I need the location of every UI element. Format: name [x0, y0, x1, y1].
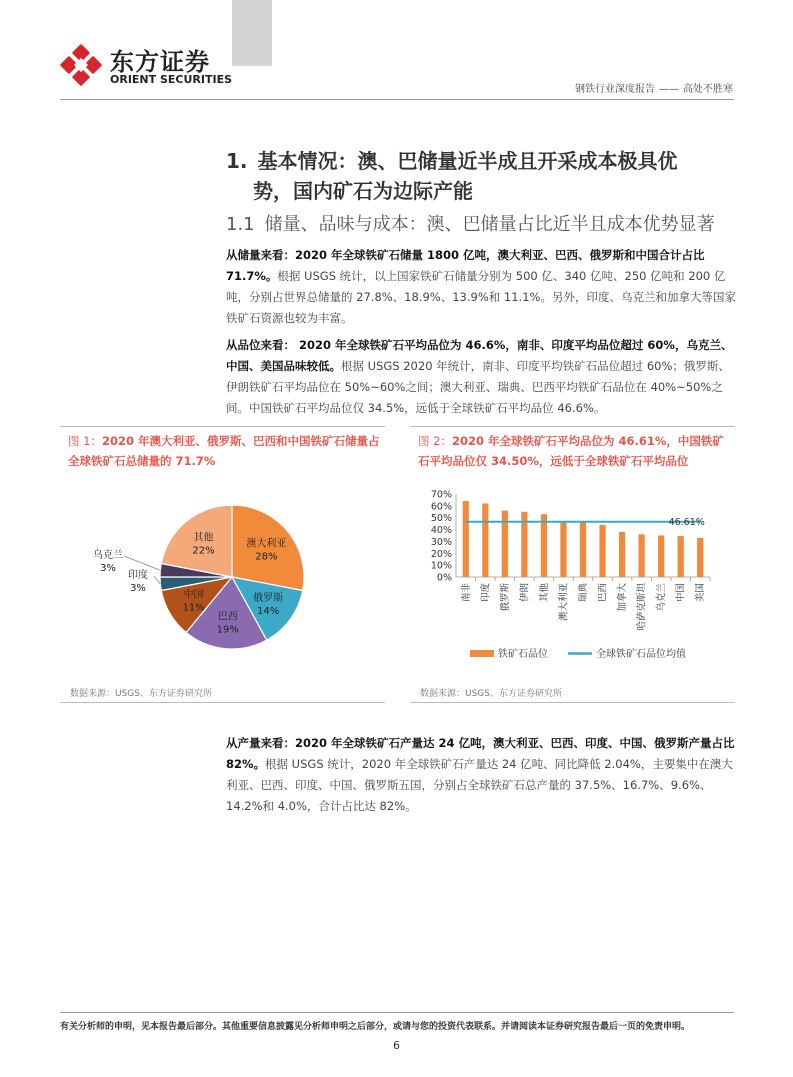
- bar-6: [560, 522, 566, 577]
- pie-category-label: 印度: [128, 570, 148, 581]
- bar-8: [599, 525, 605, 577]
- bar-9: [619, 532, 625, 577]
- figure1-caption: 2020 年澳大利亚、俄罗斯、巴西和中国铁矿石储量占全球铁矿石总储量的 71.7%: [68, 434, 380, 468]
- pie-value-label: 14%: [256, 606, 280, 618]
- figure2-label: 图 2：: [418, 434, 452, 448]
- y-tick-label: 50%: [430, 513, 452, 525]
- y-tick-label: 60%: [430, 501, 452, 513]
- footer-divider: [60, 1012, 734, 1013]
- pie-value-label: 3%: [130, 583, 146, 594]
- logo-chinese-name: 东方证券: [110, 48, 210, 76]
- pie-value-label: 28%: [255, 551, 278, 563]
- bar-1: [463, 501, 469, 577]
- pie-value-label: 11%: [182, 602, 205, 614]
- x-category-label: 乌克兰: [656, 583, 668, 612]
- figure1-label: 图 1：: [68, 434, 102, 448]
- x-category-label: 瑞典: [578, 583, 589, 603]
- pie-leader-line: [124, 556, 160, 570]
- section-heading: [226, 146, 746, 206]
- bar-5: [541, 514, 547, 577]
- footer-disclaimer: 有关分析师的申明，见本报告最后部分。其他重要信息披露见分析师申明之后部分，或请与您的投资代表联系。并请阅读本证券研究报告最后一页的免责申明。: [60, 1022, 691, 1032]
- paragraph-reserves: [226, 245, 736, 329]
- section-title-line2: 势，国内矿石为边际产能: [253, 179, 473, 203]
- bar-12: [678, 536, 684, 577]
- paragraph-production-lead: 从产量来看：2020 年全球铁矿石产量达 24 亿吨，澳大利亚、巴西、印度、中国、俄罗斯产量占比 82%。: [226, 736, 735, 771]
- legend-bar-swatch: [470, 650, 494, 657]
- figure1-source: 数据来源：USGS、东方证券研究所: [70, 689, 212, 699]
- legend-line-label: 全球铁矿石品位均值: [596, 649, 686, 660]
- bar-3: [502, 511, 508, 577]
- bar-10: [638, 534, 644, 577]
- figure1-bottom-rule: [60, 702, 385, 703]
- y-tick-label: 20%: [430, 548, 452, 560]
- pie-category-label: 巴西: [217, 611, 238, 623]
- x-category-label: 澳大利亚: [558, 583, 570, 622]
- figure2-top-rule: [410, 426, 735, 427]
- section-number: 1.: [226, 149, 248, 173]
- figure2-bar-chart: [410, 480, 735, 680]
- x-category-label: 美国: [695, 583, 707, 603]
- pie-category-label: 其他: [193, 532, 214, 544]
- paragraph-grade-body: 根据 USGS 2020 年统计，南非、印度平均铁矿石品位超过 60%；俄罗斯、伊朗铁矿石平均品位在 50%~60%之间；澳大利亚、瑞典、巴西平均铁矿石品位在 40%~50%之间。中国铁矿石平均品位仅 34.5%，远低于全球铁矿石平均品位 46.6%。: [226, 359, 730, 415]
- figure2-title: [418, 431, 733, 471]
- bar-2: [482, 503, 488, 577]
- legend-bar-label: 铁矿石品位: [498, 649, 548, 660]
- header-dash: ——: [659, 84, 679, 95]
- mean-annotation: 46.61%: [668, 517, 705, 529]
- header-gray-band: [232, 0, 272, 66]
- bar-11: [658, 536, 664, 578]
- bar-13: [697, 538, 703, 577]
- pie-category-label: 澳大利亚: [246, 538, 287, 550]
- report-title: 高处不胜寒: [683, 84, 733, 95]
- subsection-title: 储量、品味与成本：澳、巴储量占比近半且成本优势显著: [264, 214, 715, 235]
- report-header: [575, 80, 733, 95]
- x-category-label: 伊朗: [519, 583, 531, 603]
- x-category-label: 哈萨克斯坦: [636, 583, 648, 631]
- figure2-source: 数据来源：USGS、东方证券研究所: [420, 689, 562, 699]
- x-category-label: 印度: [480, 583, 492, 603]
- pie-value-label: 19%: [216, 624, 239, 636]
- y-tick-label: 40%: [430, 525, 452, 537]
- x-category-label: 俄罗斯: [499, 583, 511, 612]
- paragraph-reserves-lead: 从储量来看：2020 年全球铁矿石储量 1800 亿吨，澳大利亚、巴西、俄罗斯和中国合计占比 71.7%。: [226, 248, 705, 283]
- x-category-label: 巴西: [597, 583, 609, 603]
- figure2-bottom-rule: [410, 702, 735, 703]
- bar-7: [580, 522, 586, 577]
- pie-category-label: 乌克兰: [93, 550, 123, 561]
- figure1-title: [68, 431, 388, 471]
- logo-english-name: ORIENT SECURITIES: [110, 73, 233, 86]
- subsection-heading: [226, 210, 715, 236]
- paragraph-reserves-body: 根据 USGS 统计，以上国家铁矿石储量分别为 500 亿、340 亿吨、250 亿吨和 200 亿吨，分别占世界总储量的 27.8%、18.9%、13.9%和 11.1%。另外，印度、乌克兰和加拿大等国家铁矿石资源也较为丰富。: [226, 269, 736, 325]
- paragraph-production: [226, 733, 736, 817]
- report-type: 钢铁行业深度报告: [575, 84, 655, 95]
- x-category-label: 其他: [538, 583, 550, 603]
- pie-value-label: 3%: [100, 563, 116, 574]
- header-divider: [60, 99, 734, 100]
- page-number: 6: [393, 1039, 400, 1052]
- figure1-pie-chart: [60, 475, 390, 680]
- x-category-label: 加拿大: [617, 583, 629, 612]
- y-tick-label: 0%: [436, 572, 452, 584]
- figure1-top-rule: [60, 426, 385, 427]
- y-tick-label: 10%: [430, 560, 452, 572]
- pie-leader-line: [154, 576, 160, 584]
- paragraph-production-body: 根据 USGS 统计，2020 年全球铁矿石产量达 24 亿吨、同比降低 2.04%，主要集中在澳大利亚、巴西、印度、中国、俄罗斯五国，分别占全球铁矿石总产量的 37.5%、16.7%、9.6%、14.2%和 4.0%，合计占比达 82%。: [226, 757, 733, 813]
- section-title-line1: 基本情况：澳、巴储量近半成且开采成本极具优: [257, 149, 678, 173]
- orient-logo-icon: [58, 42, 104, 88]
- y-tick-label: 30%: [430, 536, 452, 548]
- subsection-number: 1.1: [226, 214, 255, 235]
- x-category-label: 南非: [460, 583, 472, 603]
- pie-category-label: 俄罗斯: [253, 593, 284, 605]
- figure2-caption: 2020 年全球铁矿石平均品位为 46.61%，中国铁矿石平均品位仅 34.50%，远低于全球铁矿石平均品位: [418, 434, 724, 468]
- x-category-label: 中国: [675, 583, 687, 603]
- paragraph-grade-lead: 从品位来看： 2020 年全球铁矿石平均品位为 46.6%，南非、印度平均品位超过 60%，乌克兰、中国、美国品味较低。: [226, 338, 733, 373]
- pie-value-label: 22%: [192, 545, 215, 557]
- paragraph-grade: [226, 335, 736, 419]
- y-tick-label: 70%: [430, 489, 452, 501]
- pie-category-label: 中国: [183, 589, 204, 601]
